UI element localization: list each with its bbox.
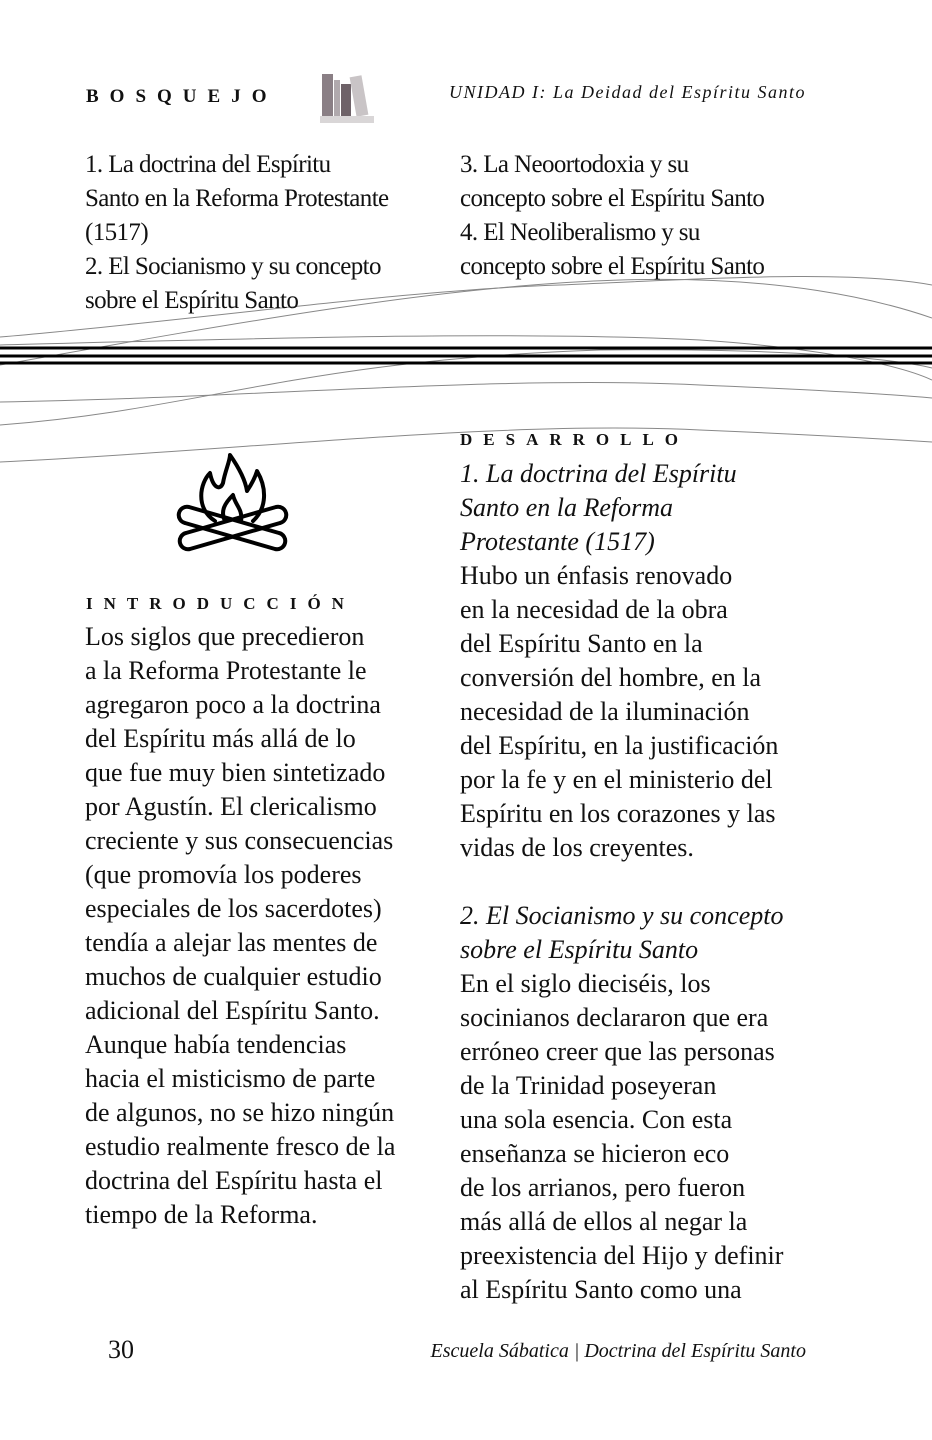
text-line: tendía a alejar las mentes de xyxy=(85,928,378,957)
page-number: 30 xyxy=(108,1335,134,1364)
text-line: creciente y sus consecuencias xyxy=(85,826,394,855)
text-line: 2. El Socianismo y su concepto xyxy=(460,901,784,930)
development-section-2-title xyxy=(460,899,784,967)
development-section-1-body xyxy=(460,559,784,865)
text-line: más allá de ellos al negar la xyxy=(460,1207,748,1236)
text-line: hacia el misticismo de parte xyxy=(85,1064,376,1093)
text-line: concepto sobre el Espíritu Santo xyxy=(460,185,765,212)
text-line: sobre el Espíritu Santo xyxy=(460,935,699,964)
text-line: a la Reforma Protestante le xyxy=(85,656,367,685)
footer-publication: Escuela Sábatica | Doctrina del Espíritu Santo xyxy=(430,1340,806,1362)
text-line: Espíritu en los corazones y las xyxy=(460,799,776,828)
text-line: concepto sobre el Espíritu Santo xyxy=(460,253,765,280)
text-line: socinianos declararon que era xyxy=(460,1003,769,1032)
text-line: Santo en la Reforma Protestante xyxy=(85,185,389,212)
text-line: por Agustín. El clericalismo xyxy=(85,792,377,821)
text-line: enseñanza se hicieron eco xyxy=(460,1139,730,1168)
text-line: muchos de cualquier estudio xyxy=(85,962,382,991)
text-line: doctrina del Espíritu hasta el xyxy=(85,1166,383,1195)
development-body xyxy=(460,457,784,1307)
text-line: agregaron poco a la doctrina xyxy=(85,690,381,719)
text-line: de los arrianos, pero fueron xyxy=(460,1173,746,1202)
introduction-heading: INTRODUCCIÓN xyxy=(86,594,355,613)
text-line: que fue muy bien sintetizado xyxy=(85,758,386,787)
text-line: por la fe y en el ministerio del xyxy=(460,765,773,794)
development-section-2-body xyxy=(460,967,784,1307)
text-line: Los siglos que precedieron xyxy=(85,622,365,651)
text-line: 1. La doctrina del Espíritu xyxy=(85,151,331,178)
text-line: sobre el Espíritu Santo xyxy=(85,287,299,314)
books-icon xyxy=(320,72,376,124)
text-line: 2. El Socianismo y su concepto xyxy=(85,253,381,280)
text-line: de algunos, no se hizo ningún xyxy=(85,1098,395,1127)
campfire-icon xyxy=(175,453,290,561)
text-line: En el siglo dieciséis, los xyxy=(460,969,711,998)
paragraph-spacer xyxy=(460,865,784,899)
text-line: del Espíritu, en la justificación xyxy=(460,731,779,760)
text-line: vidas de los creyentes. xyxy=(460,833,694,862)
text-line: al Espíritu Santo como una xyxy=(460,1275,742,1304)
text-line: Santo en la Reforma xyxy=(460,493,674,522)
text-line: Hubo un énfasis renovado xyxy=(460,561,733,590)
text-line: (que promovía los poderes xyxy=(85,860,362,889)
text-line: necesidad de la iluminación xyxy=(460,697,750,726)
text-line: (1517) xyxy=(85,219,149,246)
text-line: en la necesidad de la obra xyxy=(460,595,728,624)
text-line: una sola esencia. Con esta xyxy=(460,1105,733,1134)
text-line: erróneo creer que las personas xyxy=(460,1037,775,1066)
introduction-body xyxy=(85,620,395,1232)
development-section-1-title xyxy=(460,457,784,559)
text-line: 4. El Neoliberalismo y su xyxy=(460,219,700,246)
text-line: 3. La Neoortodoxia y su xyxy=(460,151,689,178)
text-line: tiempo de la Reforma. xyxy=(85,1200,318,1229)
text-line: 1. La doctrina del Espíritu xyxy=(460,459,737,488)
text-line: adicional del Espíritu Santo. xyxy=(85,996,380,1025)
text-line: de la Trinidad poseyeran xyxy=(460,1071,717,1100)
text-line: del Espíritu Santo en la xyxy=(460,629,703,658)
text-line: conversión del hombre, en la xyxy=(460,663,762,692)
text-line: del Espíritu más allá de lo xyxy=(85,724,356,753)
section-title: BOSQUEJO xyxy=(86,86,278,107)
text-line: especiales de los sacerdotes) xyxy=(85,894,382,923)
unit-title: UNIDAD I: La Deidad del Espíritu Santo xyxy=(449,82,806,102)
outline-right xyxy=(460,148,764,284)
text-line: preexistencia del Hijo y definir xyxy=(460,1241,784,1270)
text-line: Aunque había tendencias xyxy=(85,1030,347,1059)
development-heading: DESARROLLO xyxy=(460,430,690,449)
text-line: Protestante (1517) xyxy=(460,527,655,556)
outline-left xyxy=(85,148,389,318)
text-line: estudio realmente fresco de la xyxy=(85,1132,396,1161)
